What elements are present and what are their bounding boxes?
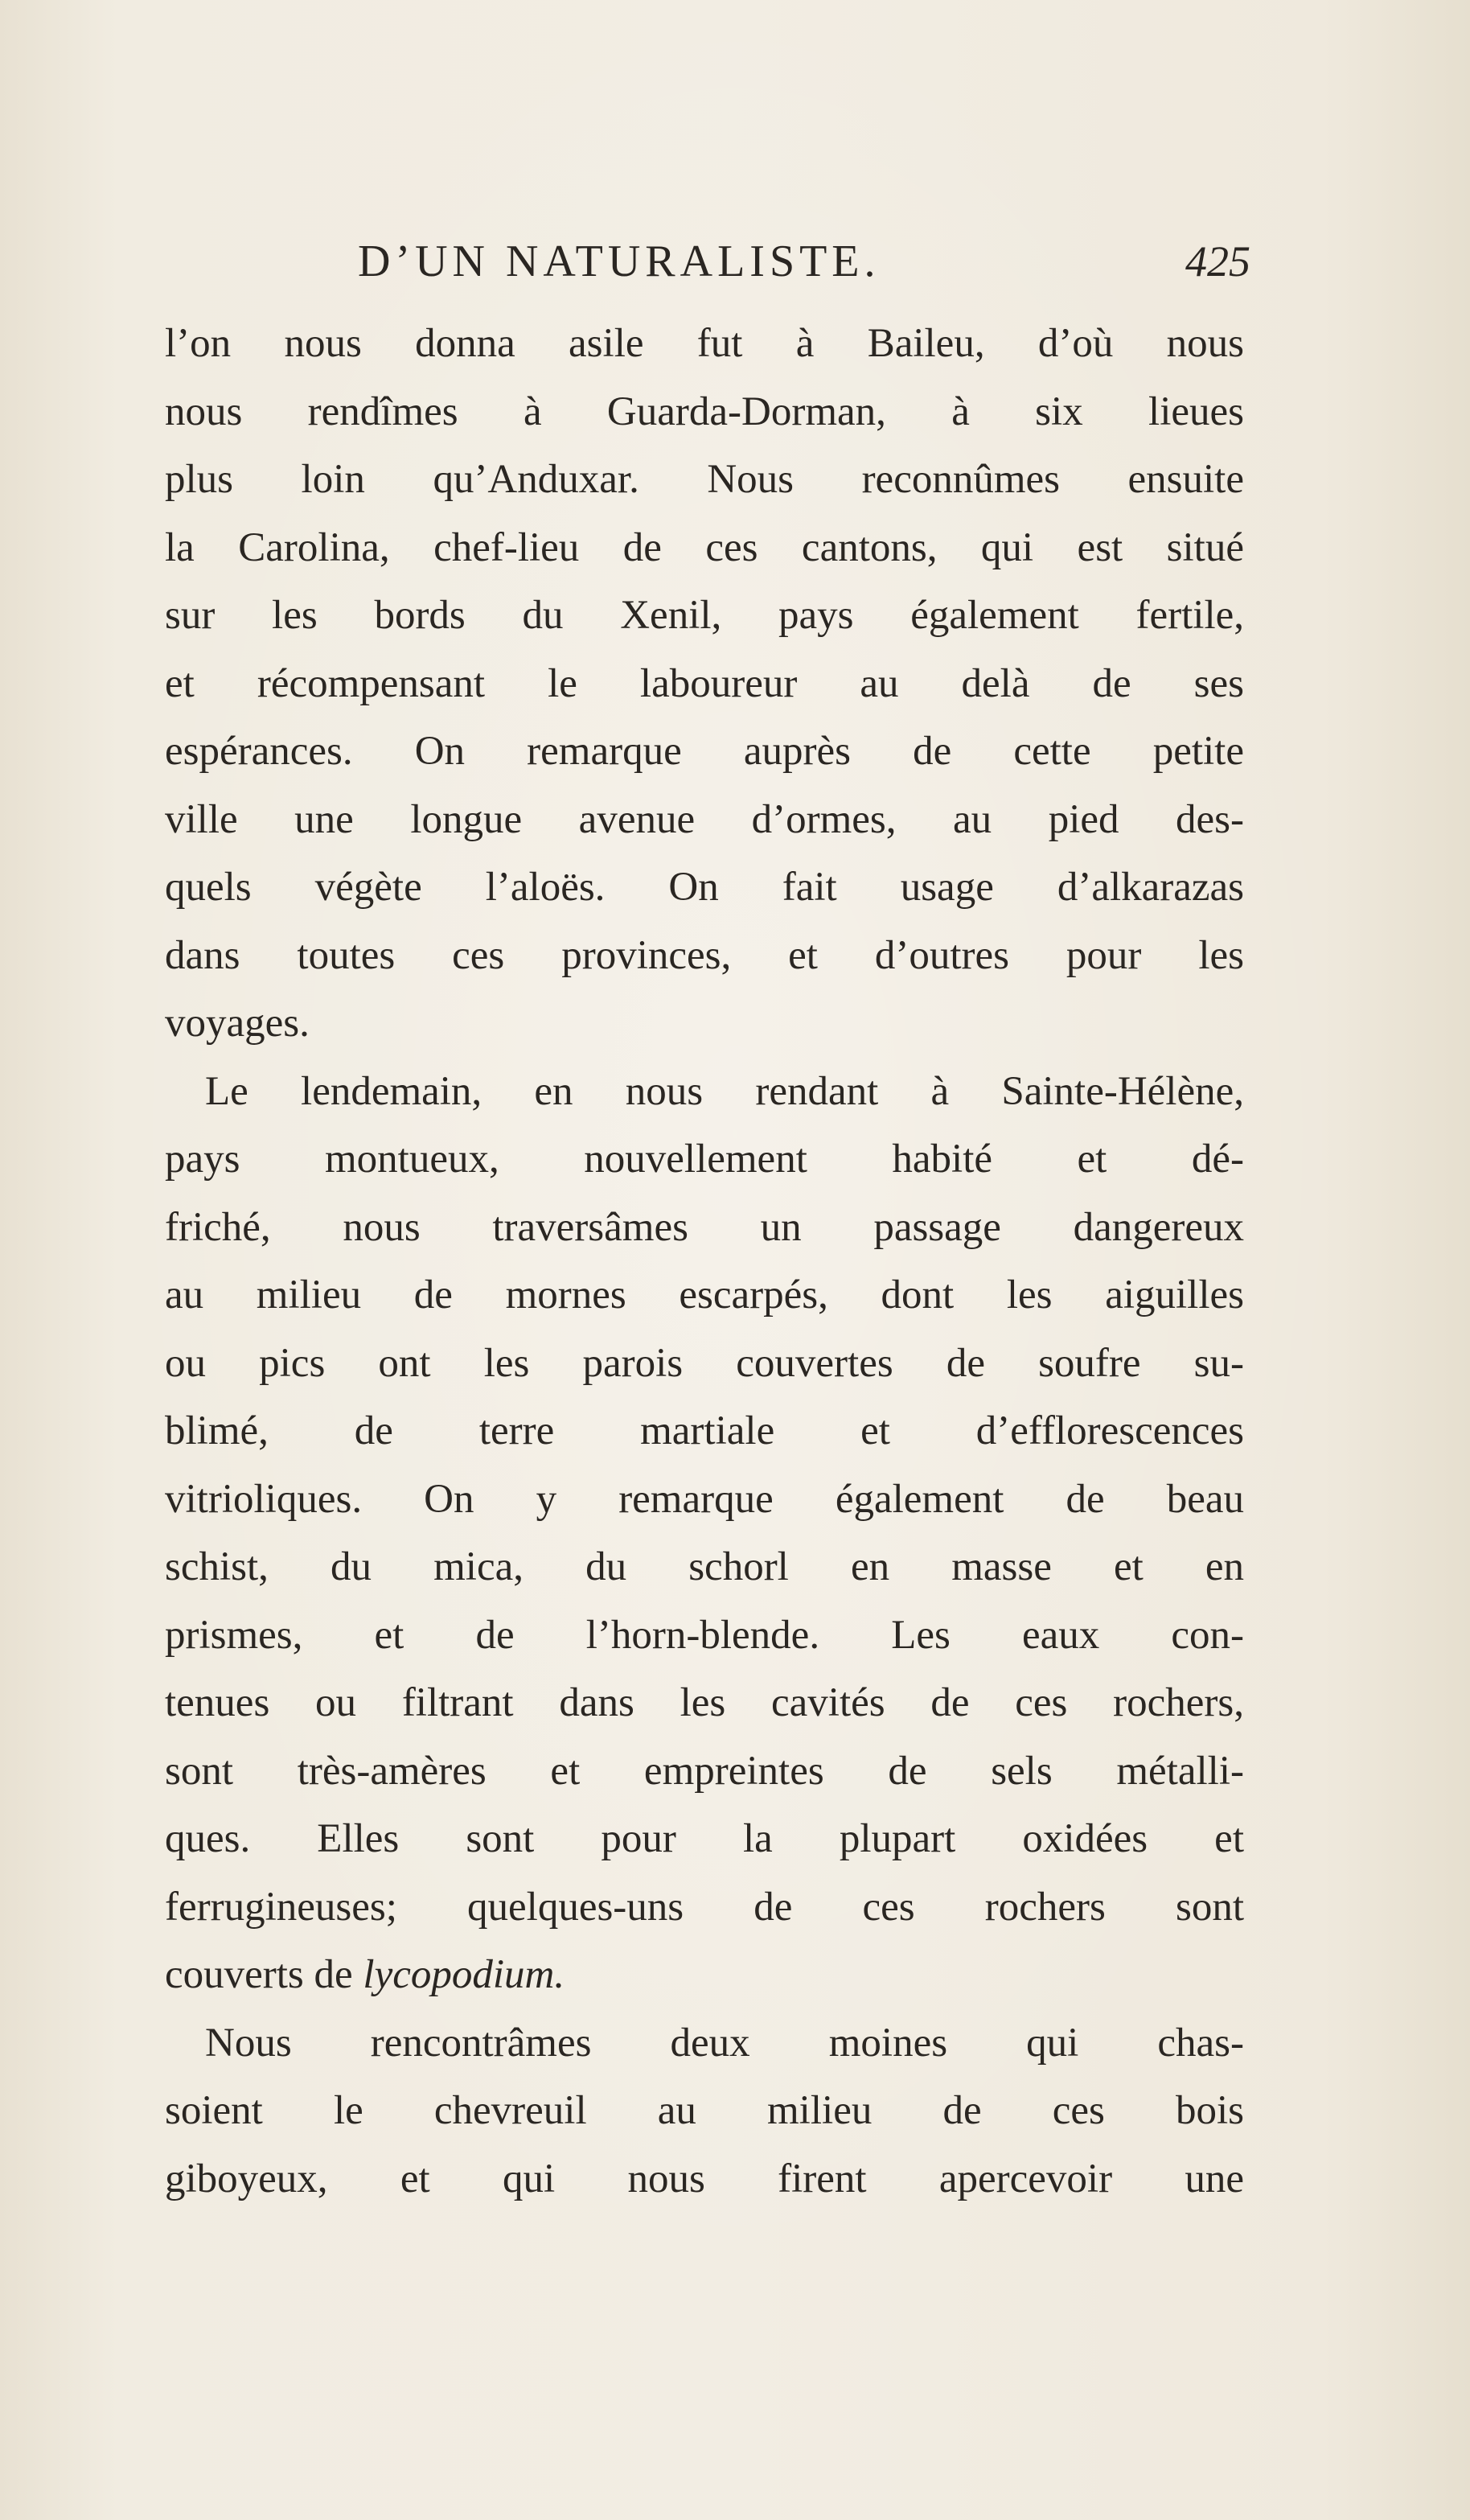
text-line: prismes, et de l’horn-blende. Les eaux con-	[165, 1612, 1244, 1658]
text-line: vitrioliques. On y remarque également de beau	[165, 1476, 1244, 1522]
text-line: ville une longue avenue d’ormes, au pied des-	[165, 796, 1244, 842]
text-line: friché, nous traversâmes un passage dangereux	[165, 1204, 1244, 1250]
text-line: schist, du mica, du schorl en masse et en	[165, 1544, 1244, 1589]
text-line: nous rendîmes à Guarda-Dorman, à six lieues	[165, 388, 1244, 434]
text-line: pays montueux, nouvellement habité et dé-	[165, 1137, 1244, 1182]
text-line: et récompensant le laboureur au delà de ses	[165, 660, 1244, 706]
text-line: ques. Elles sont pour la plupart oxidées et	[165, 1816, 1244, 1861]
text-fragment: couverts de	[165, 1952, 363, 1997]
text-line: espérances. On remarque auprès de cette petite	[165, 729, 1244, 774]
text-line: giboyeux, et qui nous firent apercevoir une	[165, 2156, 1244, 2201]
text-line: blimé, de terre martiale et d’efflorescences	[165, 1408, 1244, 1453]
text-line: sont très-amères et empreintes de sels métalli-	[165, 1748, 1244, 1794]
text-line	[165, 1941, 1244, 2009]
text-line: dans toutes ces provinces, et d’outres pour les	[165, 932, 1244, 978]
text-line: soient le chevreuil au milieu de ces bois	[165, 2088, 1244, 2133]
body-text	[165, 310, 1244, 2213]
text-line: sur les bords du Xenil, pays également fertile,	[165, 593, 1244, 638]
text-line: tenues ou filtrant dans les cavités de ces rochers,	[165, 1680, 1244, 1725]
text-line: plus loin qu’Anduxar. Nous reconnûmes ensuite	[165, 457, 1244, 502]
text-line: ferrugineuses; quelques-uns de ces rochers sont	[165, 1884, 1244, 1930]
text-line: Nous rencontrâmes deux moines qui chas-	[205, 2020, 1244, 2066]
page-number: 425	[1185, 237, 1250, 286]
running-title: D’UN NATURALISTE.	[358, 236, 881, 286]
text-line: l’on nous donna asile fut à Baileu, d’où nous	[165, 321, 1244, 366]
text-line: la Carolina, chef-lieu de ces cantons, qui est situé	[165, 524, 1244, 570]
italic-term: lycopodium.	[363, 1952, 565, 1997]
text-line: quels végète l’aloës. On fait usage d’alkarazas	[165, 865, 1244, 910]
text-line: Le lendemain, en nous rendant à Sainte-Hélène,	[205, 1068, 1244, 1114]
text-line: ou pics ont les parois couvertes de soufre su-	[165, 1340, 1244, 1386]
text-line: voyages.	[165, 1001, 310, 1046]
running-head	[358, 229, 1275, 294]
text-line: au milieu de mornes escarpés, dont les aiguilles	[165, 1272, 1244, 1318]
